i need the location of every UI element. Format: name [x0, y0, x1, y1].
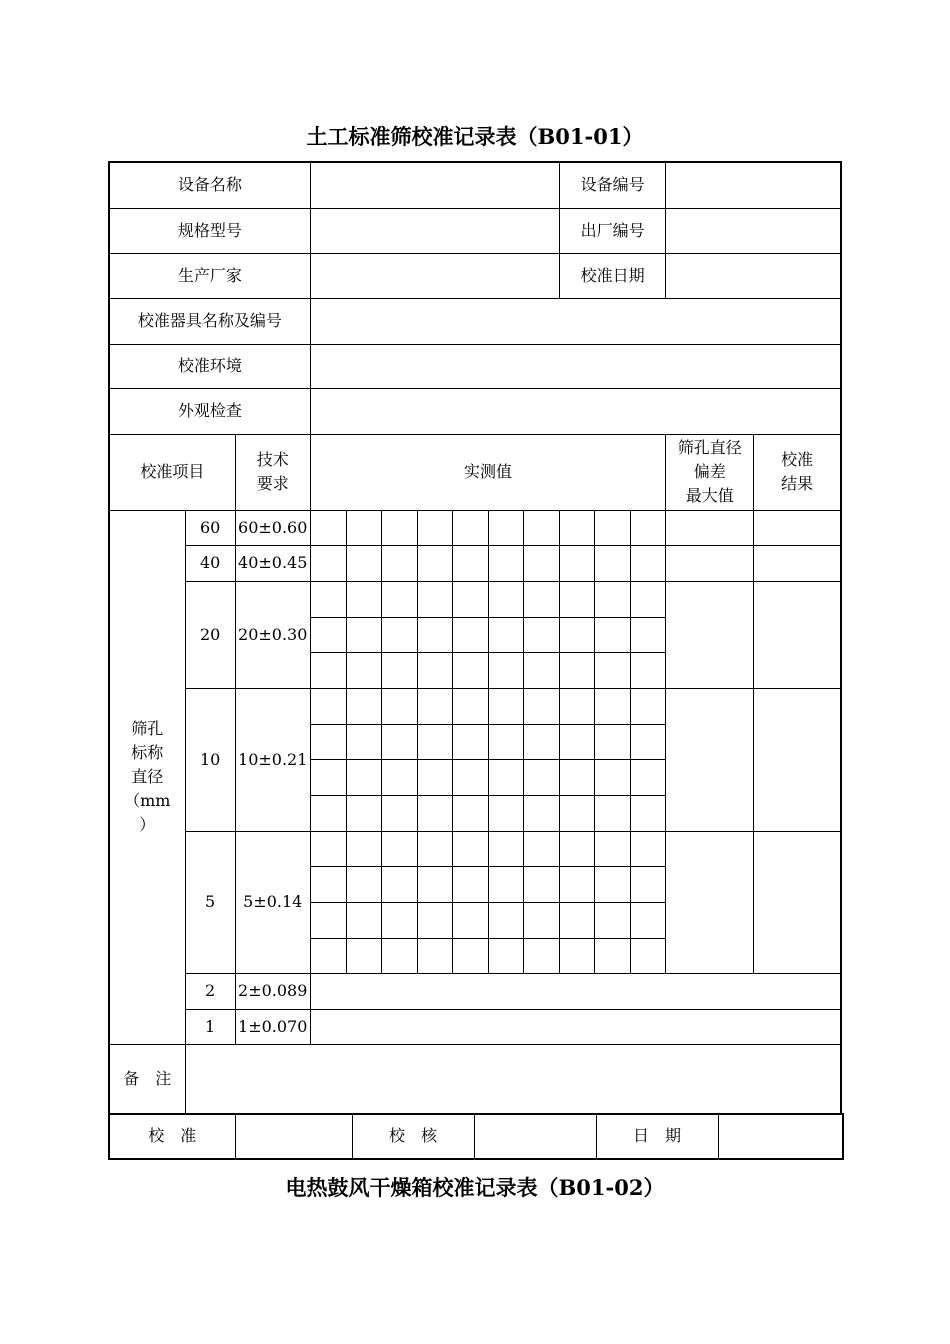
measure-cell[interactable]: [452, 617, 488, 652]
measure-cell[interactable]: [560, 938, 595, 973]
measure-cell[interactable]: [310, 545, 346, 581]
measure-cell[interactable]: [310, 581, 346, 617]
measure-cell[interactable]: [560, 724, 595, 759]
measure-cell[interactable]: [452, 759, 488, 795]
measure-cell[interactable]: [346, 617, 381, 652]
calibrate-field[interactable]: [235, 1113, 352, 1159]
spec-model-field[interactable]: [310, 208, 559, 253]
measure-cell[interactable]: [524, 938, 560, 973]
check-label: 校 核: [352, 1113, 474, 1159]
measure-cell[interactable]: [417, 938, 452, 973]
req-cell: 5±0.14: [235, 831, 310, 973]
appearance-label: 外观检查: [109, 388, 310, 434]
date-field[interactable]: [718, 1113, 843, 1159]
measure-cell[interactable]: [310, 652, 346, 688]
measure-cell[interactable]: [524, 510, 560, 545]
measure-cell[interactable]: [381, 652, 417, 688]
size-cell: 40: [185, 545, 235, 581]
size-cell: 20: [185, 581, 235, 688]
measure-cell[interactable]: [488, 545, 523, 581]
measure-cell[interactable]: [488, 688, 523, 724]
measure-cell[interactable]: [631, 688, 666, 724]
measure-cell[interactable]: [631, 831, 666, 866]
measure-cell[interactable]: [452, 545, 488, 581]
measure-cell[interactable]: [346, 581, 381, 617]
calib-date-label: 校准日期: [560, 253, 666, 298]
result-cell[interactable]: [754, 688, 841, 831]
signature-table: [108, 1113, 844, 1160]
measure-cell[interactable]: [381, 545, 417, 581]
measure-cell[interactable]: [452, 724, 488, 759]
measure-cell[interactable]: [631, 938, 666, 973]
next-form-title: 电热鼓风干燥箱校准记录表（B01-02）: [285, 1175, 665, 1200]
measure-cell[interactable]: [631, 581, 666, 617]
measure-cell[interactable]: [381, 866, 417, 902]
measure-cell[interactable]: [381, 831, 417, 866]
max-dev-cell[interactable]: [666, 545, 754, 581]
measure-cell[interactable]: [346, 902, 381, 938]
measure-cell[interactable]: [595, 545, 631, 581]
measure-cell[interactable]: [560, 759, 595, 795]
measure-cell[interactable]: [631, 866, 666, 902]
measure-cell[interactable]: [381, 688, 417, 724]
measure-cell[interactable]: [595, 759, 631, 795]
measure-cell[interactable]: [488, 795, 523, 831]
calib-tool-field[interactable]: [310, 298, 841, 344]
form-title: 土工标准筛校准记录表（B01-01）: [306, 124, 644, 149]
measure-cell[interactable]: [417, 759, 452, 795]
calib-date-field[interactable]: [666, 253, 841, 298]
req-cell: 1±0.070: [235, 1009, 310, 1044]
measure-cell[interactable]: [417, 545, 452, 581]
measure-cell[interactable]: [595, 902, 631, 938]
measure-cell[interactable]: [417, 831, 452, 866]
factory-no-label: 出厂编号: [560, 208, 666, 253]
measure-cell[interactable]: [346, 724, 381, 759]
size-cell: 1: [185, 1009, 235, 1044]
size-cell: 60: [185, 510, 235, 545]
size-cell: 10: [185, 688, 235, 831]
measure-cell[interactable]: [595, 724, 631, 759]
measure-cell[interactable]: [310, 795, 346, 831]
measure-cell[interactable]: [452, 866, 488, 902]
max-dev-cell[interactable]: [666, 688, 754, 831]
measure-cell[interactable]: [417, 866, 452, 902]
result-cell[interactable]: [754, 831, 841, 973]
measure-cell[interactable]: [310, 724, 346, 759]
measure-cell[interactable]: [310, 902, 346, 938]
measure-cell[interactable]: [631, 510, 666, 545]
result-cell[interactable]: [754, 510, 841, 545]
calibrate-label: 校 准: [109, 1113, 235, 1159]
measure-cell[interactable]: [631, 759, 666, 795]
measure-cell[interactable]: [381, 510, 417, 545]
measure-cell[interactable]: [381, 759, 417, 795]
calib-tool-label: 校准器具名称及编号: [109, 298, 310, 344]
measure-row-field[interactable]: [310, 973, 841, 1009]
measure-cell[interactable]: [381, 581, 417, 617]
check-field[interactable]: [474, 1113, 596, 1159]
date-label: 日 期: [596, 1113, 718, 1159]
measure-cell[interactable]: [524, 617, 560, 652]
device-name-field[interactable]: [310, 162, 559, 208]
measure-cell[interactable]: [346, 510, 381, 545]
measure-cell[interactable]: [524, 866, 560, 902]
measure-cell[interactable]: [346, 688, 381, 724]
measure-cell[interactable]: [524, 795, 560, 831]
measure-cell[interactable]: [595, 795, 631, 831]
measure-cell[interactable]: [560, 831, 595, 866]
max-dev-cell[interactable]: [666, 510, 754, 545]
device-no-label: 设备编号: [560, 162, 666, 208]
measure-cell[interactable]: [346, 938, 381, 973]
measure-cell[interactable]: [310, 759, 346, 795]
result-cell[interactable]: [754, 581, 841, 688]
appearance-field[interactable]: [310, 388, 841, 434]
measure-cell[interactable]: [488, 902, 523, 938]
measure-cell[interactable]: [417, 652, 452, 688]
measure-cell[interactable]: [452, 581, 488, 617]
measure-row-field[interactable]: [310, 1009, 841, 1044]
measure-cell[interactable]: [524, 581, 560, 617]
measure-cell[interactable]: [524, 724, 560, 759]
req-cell: 40±0.45: [235, 545, 310, 581]
device-no-field[interactable]: [666, 162, 841, 208]
measure-cell[interactable]: [631, 545, 666, 581]
measure-cell[interactable]: [310, 617, 346, 652]
req-cell: 20±0.30: [235, 581, 310, 688]
measure-cell[interactable]: [595, 652, 631, 688]
measure-cell[interactable]: [452, 652, 488, 688]
measure-cell[interactable]: [560, 866, 595, 902]
result-header: 校准 结果: [754, 434, 841, 510]
device-name-label: 设备名称: [109, 162, 310, 208]
measure-cell[interactable]: [417, 795, 452, 831]
measure-cell[interactable]: [524, 902, 560, 938]
remarks-field[interactable]: [185, 1044, 841, 1114]
measure-cell[interactable]: [488, 866, 523, 902]
spec-model-label: 规格型号: [109, 208, 310, 253]
manufacturer-label: 生产厂家: [109, 253, 310, 298]
measure-cell[interactable]: [631, 617, 666, 652]
measure-cell[interactable]: [488, 724, 523, 759]
measure-cell[interactable]: [595, 510, 631, 545]
measure-cell[interactable]: [560, 510, 595, 545]
measure-cell[interactable]: [560, 545, 595, 581]
measure-cell[interactable]: [595, 617, 631, 652]
measure-cell[interactable]: [488, 510, 523, 545]
measure-cell[interactable]: [631, 795, 666, 831]
measure-cell[interactable]: [488, 831, 523, 866]
measure-cell[interactable]: [595, 688, 631, 724]
measure-cell[interactable]: [452, 938, 488, 973]
manufacturer-field[interactable]: [310, 253, 559, 298]
req-cell: 2±0.089: [235, 973, 310, 1009]
measure-cell[interactable]: [488, 617, 523, 652]
calib-env-label: 校准环境: [109, 344, 310, 388]
factory-no-field[interactable]: [666, 208, 841, 253]
measure-cell[interactable]: [346, 545, 381, 581]
max-dev-cell[interactable]: [666, 581, 754, 688]
measure-cell[interactable]: [346, 795, 381, 831]
measure-cell[interactable]: [417, 617, 452, 652]
max-dev-cell[interactable]: [666, 831, 754, 973]
remarks-label: 备 注: [109, 1044, 185, 1114]
calib-env-field[interactable]: [310, 344, 841, 388]
measure-cell[interactable]: [488, 938, 523, 973]
measure-cell[interactable]: [560, 902, 595, 938]
measure-cell[interactable]: [488, 581, 523, 617]
measure-cell[interactable]: [524, 759, 560, 795]
measure-cell[interactable]: [560, 581, 595, 617]
measure-cell[interactable]: [417, 510, 452, 545]
measured-header: 实测值: [310, 434, 665, 510]
measure-cell[interactable]: [346, 759, 381, 795]
measure-cell[interactable]: [524, 652, 560, 688]
size-cell: 2: [185, 973, 235, 1009]
measure-cell[interactable]: [417, 902, 452, 938]
measure-cell[interactable]: [346, 866, 381, 902]
calibration-form-table: [108, 161, 842, 1115]
measure-cell[interactable]: [524, 545, 560, 581]
measure-cell[interactable]: [452, 831, 488, 866]
max-dev-header: 筛孔直径 偏差 最大值: [666, 434, 754, 510]
measure-cell[interactable]: [381, 724, 417, 759]
measure-cell[interactable]: [595, 866, 631, 902]
measure-cell[interactable]: [310, 688, 346, 724]
measure-cell[interactable]: [310, 510, 346, 545]
measure-cell[interactable]: [310, 831, 346, 866]
measure-cell[interactable]: [560, 795, 595, 831]
measure-cell[interactable]: [560, 688, 595, 724]
measure-cell[interactable]: [310, 938, 346, 973]
measure-cell[interactable]: [595, 938, 631, 973]
nominal-size-label: 筛孔 标称 直径 （mm ）: [109, 510, 185, 1044]
measure-cell[interactable]: [417, 581, 452, 617]
measure-cell[interactable]: [452, 795, 488, 831]
measure-cell[interactable]: [595, 831, 631, 866]
measure-cell[interactable]: [452, 510, 488, 545]
measure-cell[interactable]: [417, 724, 452, 759]
measure-cell[interactable]: [560, 617, 595, 652]
measure-cell[interactable]: [381, 938, 417, 973]
measure-cell[interactable]: [381, 902, 417, 938]
measure-cell[interactable]: [381, 617, 417, 652]
measure-cell[interactable]: [631, 902, 666, 938]
measure-cell[interactable]: [417, 688, 452, 724]
measure-cell[interactable]: [560, 652, 595, 688]
measure-cell[interactable]: [524, 831, 560, 866]
item-header: 校准项目: [109, 434, 235, 510]
measure-cell[interactable]: [381, 795, 417, 831]
measure-cell[interactable]: [524, 688, 560, 724]
measure-cell[interactable]: [631, 724, 666, 759]
measure-cell[interactable]: [488, 759, 523, 795]
result-cell[interactable]: [754, 545, 841, 581]
measure-cell[interactable]: [595, 581, 631, 617]
measure-cell[interactable]: [346, 652, 381, 688]
size-cell: 5: [185, 831, 235, 973]
measure-cell[interactable]: [452, 902, 488, 938]
req-cell: 60±0.60: [235, 510, 310, 545]
measure-cell[interactable]: [488, 652, 523, 688]
tech-req-header: 技术 要求: [235, 434, 310, 510]
measure-cell[interactable]: [310, 866, 346, 902]
measure-cell[interactable]: [452, 688, 488, 724]
measure-cell[interactable]: [346, 831, 381, 866]
req-cell: 10±0.21: [235, 688, 310, 831]
measure-cell[interactable]: [631, 652, 666, 688]
